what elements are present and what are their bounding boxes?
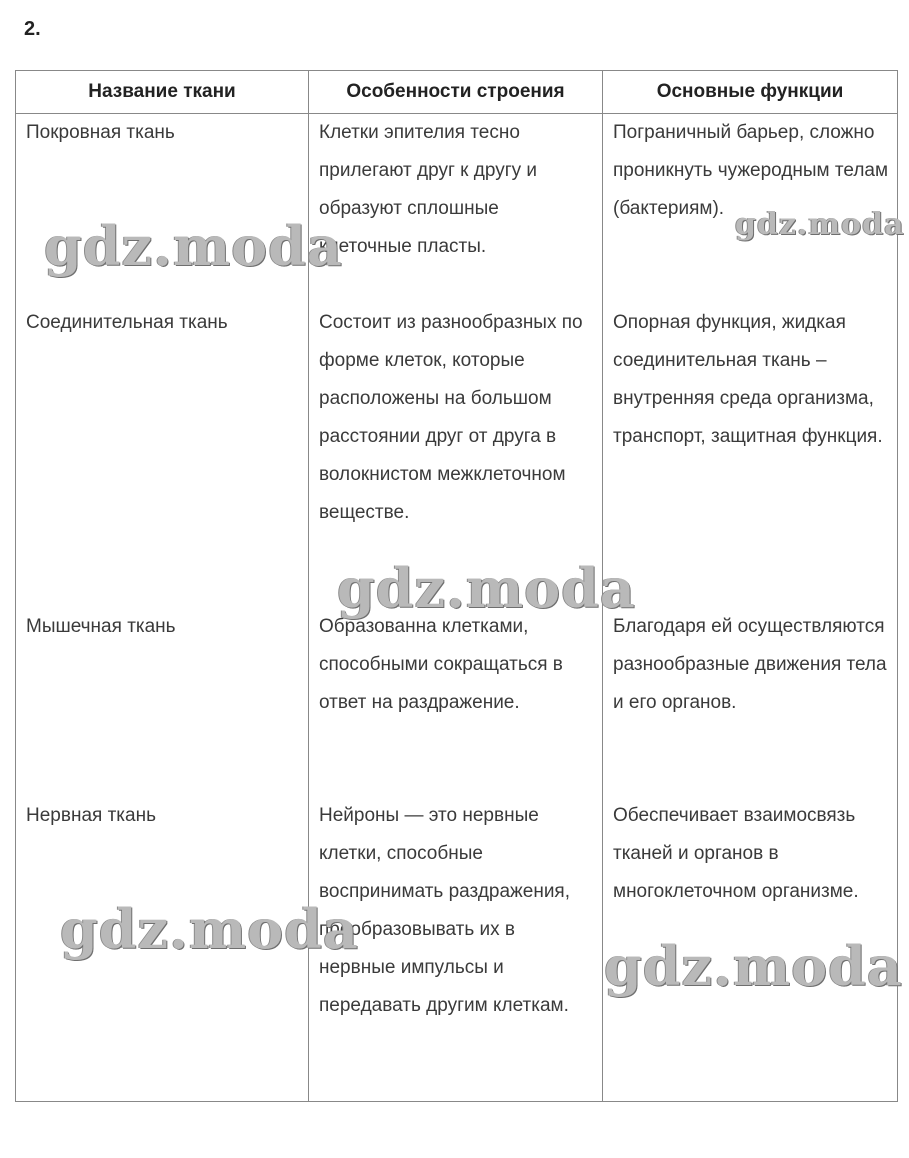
table-row (16, 608, 898, 797)
cell-tissue-name: Соединительная ткань (16, 304, 309, 608)
table-row (16, 797, 898, 1102)
cell-functions: Обеспечивает взаимосвязь тканей и органов в многоклеточном организме. (603, 797, 898, 1102)
cell-structure: Клетки эпителия тесно прилегают друг к другу и образуют сплошные клеточные пласты. (309, 114, 603, 305)
cell-structure: Образованна клетками, способными сокращаться в ответ на раздражение. (309, 608, 603, 797)
watermark: gdz.moda (44, 214, 343, 278)
watermark: gdz.moda (604, 934, 903, 998)
cell-tissue-name: Покровная ткань (16, 114, 309, 305)
header-structure: Особенности строения (309, 71, 603, 114)
cell-functions: Благодаря ей осуществляются разнообразные движения тела и его органов. (603, 608, 898, 797)
cell-structure: Состоит из разнообразных по форме клеток, которые расположены на большом расстоянии друг от друга в волокнистом межклеточном веществе. (309, 304, 603, 608)
table-row (16, 304, 898, 608)
header-functions: Основные функции (603, 71, 898, 114)
watermark: gdz.moda (337, 556, 636, 620)
header-tissue-name: Название ткани (16, 71, 309, 114)
cell-tissue-name: Мышечная ткань (16, 608, 309, 797)
task-number: 2. (24, 18, 41, 40)
header-row (16, 71, 898, 114)
table-row (16, 114, 898, 305)
watermark: gdz.moda (735, 207, 905, 242)
cell-functions: Пограничный барьер, сложно проникнуть чужеродным телам (бактериям). (603, 114, 898, 305)
cell-tissue-name: Нервная ткань (16, 797, 309, 1102)
cell-functions: Опорная функция, жидкая соединительная ткань – внутренняя среда организма, транспорт, защитная функция. (603, 304, 898, 608)
cell-structure: Нейроны — это нервные клетки, способные воспринимать раздражения, преобразовывать их в нервные импульсы и передавать другим клеткам. (309, 797, 603, 1102)
tissue-table (15, 70, 898, 1102)
watermark: gdz.moda (60, 897, 359, 961)
